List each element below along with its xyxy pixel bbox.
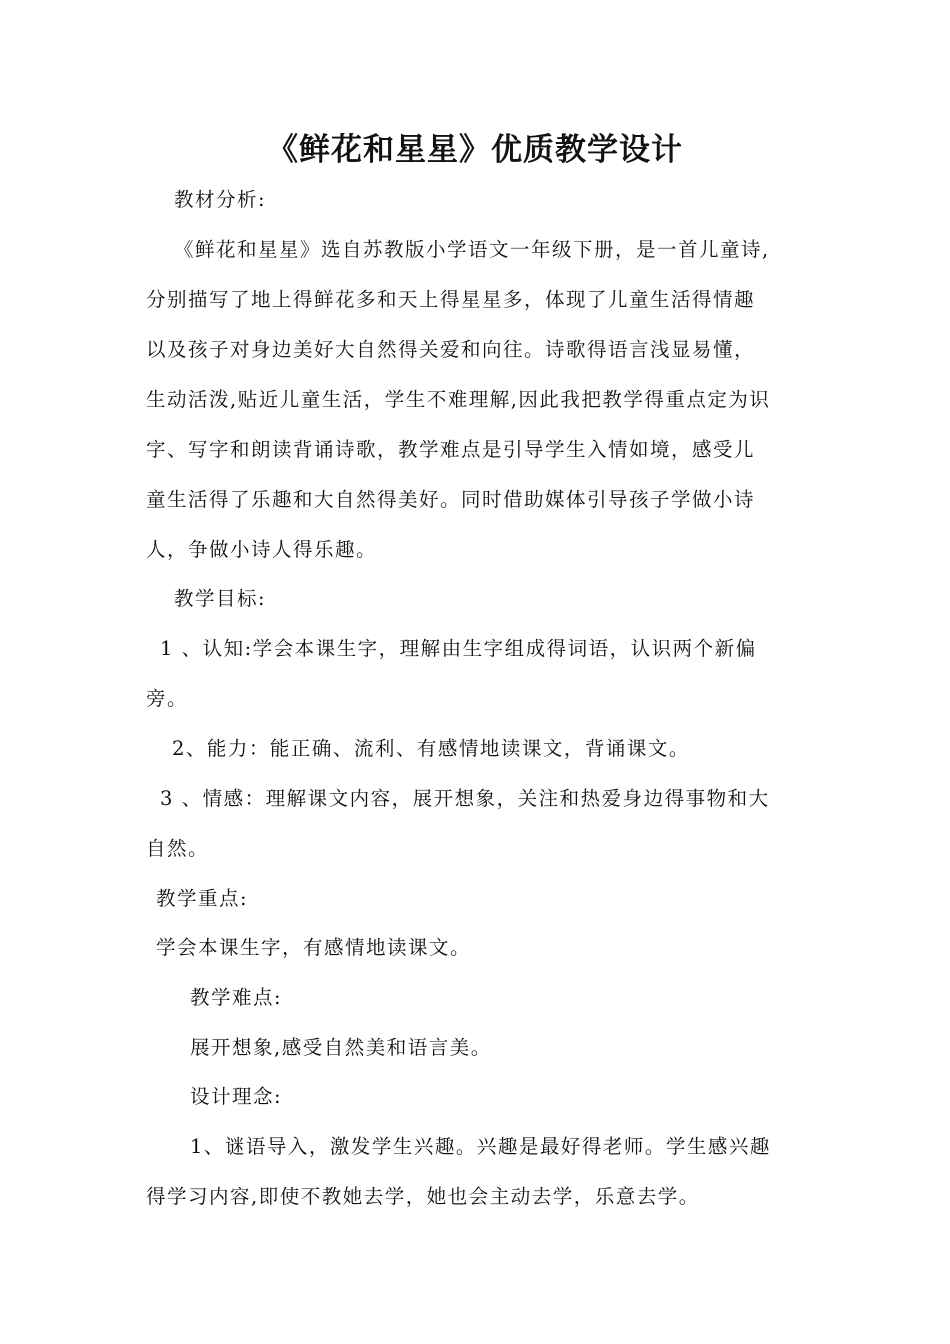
goal-item-ability: 2、能力：能正确、流利、有感情地读课文，背诵课文。 bbox=[172, 737, 690, 760]
paragraph-line: 字、写字和朗读背诵诗歌，教学难点是引导学生入情如境，感受儿 bbox=[146, 438, 756, 461]
heading-design-concept: 设计理念: bbox=[190, 1085, 283, 1108]
paragraph-line: 《鲜花和星星》选自苏教版小学语文一年级下册，是一首儿童诗, bbox=[174, 238, 770, 261]
paragraph-line: 以及孩子对身边美好大自然得关爱和向往。诗歌得语言浅显易懂， bbox=[146, 338, 756, 361]
goal-item-cognition-continued: 旁。 bbox=[146, 687, 189, 710]
paragraph-line: 童生活得了乐趣和大自然得美好。同时借助媒体引导孩子学做小诗 bbox=[146, 488, 756, 511]
design-concept-item-continued: 得学习内容,即使不教她去学，她也会主动去学，乐意去学。 bbox=[146, 1185, 700, 1208]
design-concept-item: 1、谜语导入，激发学生兴趣。兴趣是最好得老师。学生感兴趣 bbox=[190, 1135, 771, 1158]
document-title: 《鲜花和星星》优质教学设计 bbox=[267, 132, 683, 168]
goal-item-cognition: 1 、认知:学会本课生字，理解由生字组成得词语，认识两个新偏 bbox=[160, 637, 757, 660]
paragraph-line: 分别描写了地上得鲜花多和天上得星星多，体现了儿童生活得情趣 bbox=[146, 288, 756, 311]
heading-teaching-difficulty: 教学难点: bbox=[190, 986, 283, 1009]
paragraph-line: 人，争做小诗人得乐趣。 bbox=[146, 538, 378, 561]
heading-textbook-analysis: 教材分析: bbox=[174, 188, 267, 211]
heading-teaching-goals: 教学目标: bbox=[174, 587, 267, 610]
paragraph-line: 生动活泼,贴近儿童生活，学生不难理解,因此我把教学得重点定为识 bbox=[146, 388, 771, 411]
goal-item-emotion: 3 、情感：理解课文内容，展开想象，关注和热爱身边得事物和大 bbox=[160, 787, 770, 810]
goal-item-emotion-continued: 自然。 bbox=[146, 837, 210, 860]
teaching-difficulty-text: 展开想象,感受自然美和语言美。 bbox=[190, 1036, 492, 1059]
teaching-focus-text: 学会本课生字，有感情地读课文。 bbox=[156, 936, 472, 959]
heading-teaching-focus: 教学重点: bbox=[156, 887, 249, 910]
